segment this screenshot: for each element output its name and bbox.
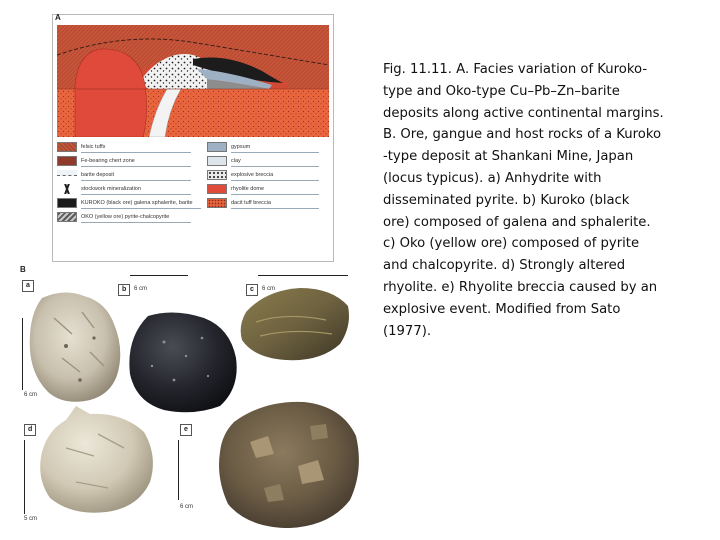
legend-swatch: [207, 184, 227, 194]
scale-label-d: 5 cm: [24, 516, 38, 522]
caption-line: (locus typicus). a) Anhydrite with: [383, 170, 602, 186]
legend-label: barite deposit: [81, 169, 191, 181]
caption-line: Fig. 11.11. A. Facies variation of Kuroko-: [383, 62, 648, 77]
legend-label: KUROKO (black ore) galena sphalerite, barite: [81, 197, 201, 209]
caption-line: c) Oko (yellow ore) composed of pyrite: [383, 236, 640, 252]
panel-label-d: d: [24, 424, 36, 436]
legend-label: explosive breccia: [231, 169, 319, 181]
scale-label-a: 6 cm: [24, 392, 38, 398]
legend-label: dacit tuff breccia: [231, 197, 319, 209]
photo-anhydrite-pyrite: [24, 288, 128, 408]
legend-swatch: [57, 184, 77, 194]
legend-label: clay: [231, 155, 319, 167]
photo-altered-rhyolite: [36, 404, 160, 516]
caption-line: -type deposit at Shankani Mine, Japan: [383, 149, 634, 165]
legend-label: OKO (yellow ore) pyrite-chalcopyrite: [81, 211, 191, 223]
legend-swatch: [207, 198, 227, 208]
figure-a-letter: A: [55, 13, 61, 22]
legend-swatch: [57, 198, 77, 208]
figure-caption: [383, 59, 709, 342]
caption-line: explosive event. Modified from Sato: [383, 301, 621, 317]
panel-label-a: a: [22, 280, 34, 292]
legend-swatch: [207, 170, 227, 180]
panel-label-c: c: [246, 284, 258, 296]
panel-label-e: e: [180, 424, 192, 436]
legend-swatch: [57, 142, 77, 152]
legend-label: stockwork mineralization: [81, 183, 191, 195]
scale-label-e: 6 cm: [180, 504, 194, 510]
scale-bar-d: [24, 440, 25, 514]
caption-line: ore) composed of galena and sphalerite.: [383, 214, 651, 230]
caption-line: type and Oko-type Cu–Pb–Zn–barite: [383, 83, 620, 99]
scale-bar-a: [22, 318, 23, 390]
legend-swatch: [57, 170, 77, 176]
photo-oko-yellow-ore: [236, 282, 352, 364]
legend-label: gypsum: [231, 141, 319, 153]
legend-label: felsic tuffs: [81, 141, 191, 153]
legend-label: rhyolite dome: [231, 183, 319, 195]
panel-label-b: b: [118, 284, 130, 296]
caption-line: deposits along active continental margins.: [383, 105, 664, 121]
caption-line: disseminated pyrite. b) Kuroko (black: [383, 192, 630, 208]
photo-rhyolite-breccia: [214, 396, 364, 532]
legend: [57, 139, 329, 257]
caption-line: rhyolite. e) Rhyolite breccia caused by an: [383, 279, 658, 295]
figure-a-panel: [52, 14, 334, 262]
caption-line: B. Ore, gangue and host rocks of a Kuroko: [383, 127, 662, 143]
scale-bar-c-top: [258, 275, 348, 276]
scale-label-b: 6 cm: [134, 286, 148, 292]
geologic-cross-section: [57, 25, 329, 137]
figure-b-letter: B: [20, 265, 26, 274]
scale-bar-e: [178, 440, 179, 500]
legend-swatch: [57, 156, 77, 166]
legend-label: Fe-bearing chert zone: [81, 155, 191, 167]
legend-swatch: [207, 156, 227, 166]
scale-bar-b-top: [130, 275, 188, 276]
legend-swatch: [207, 142, 227, 152]
scale-label-c: 6 cm: [262, 286, 276, 292]
legend-swatch: [57, 212, 77, 222]
caption-line: (1977).: [383, 323, 432, 339]
caption-line: and chalcopyrite. d) Strongly altered: [383, 258, 626, 274]
